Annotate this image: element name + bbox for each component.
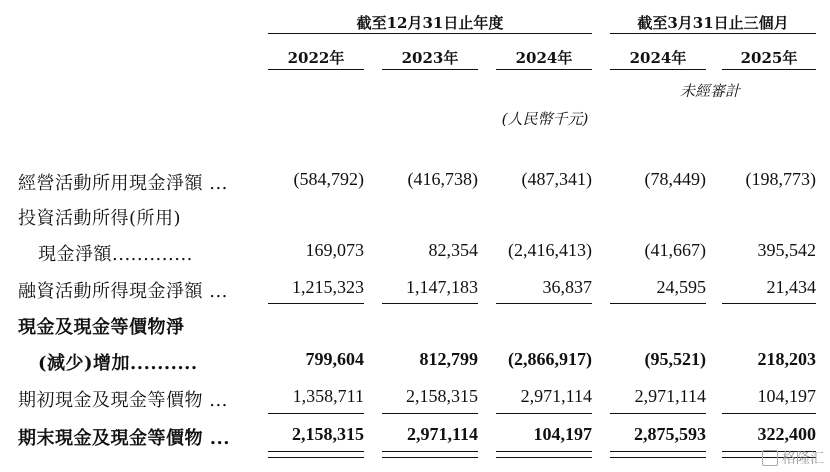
cell-financing-2024: 36,837	[542, 277, 592, 297]
header-fiscal-year-rule	[268, 33, 592, 34]
cell-opening-2025q: 104,197	[757, 386, 816, 406]
year-header-2024: 2024年	[515, 49, 573, 67]
watermark-text: 格隆汇	[782, 451, 824, 467]
row-opening-label: 期初現金及現金等價物 ...	[18, 390, 228, 411]
grand-total-double-rule-1	[268, 451, 364, 458]
cell-operating-2023: (416,738)	[407, 169, 478, 189]
cell-operating-2024: (487,341)	[521, 169, 592, 189]
year-header-2023: 2023年	[401, 49, 459, 67]
cell-operating-2024q: (78,449)	[644, 169, 706, 189]
cell-opening-2024: 2,971,114	[520, 386, 592, 406]
cell-net-change-2024: (2,866,917)	[508, 349, 592, 369]
cell-net-change-2022: 799,604	[305, 349, 364, 369]
year-header-2022: 2022年	[287, 49, 345, 67]
cell-net-change-2024q: (95,521)	[644, 349, 706, 369]
grand-total-double-rule-2	[382, 451, 478, 458]
year-rule-2	[382, 69, 478, 70]
row-net-change-label-1: 現金及現金等價物淨	[18, 317, 185, 338]
watermark-logo-icon	[762, 450, 778, 466]
cell-investing-2024q: (41,667)	[644, 240, 706, 260]
total-rule-4	[610, 413, 706, 414]
year-header-2025-q: 2025年	[740, 49, 798, 67]
grand-total-double-rule-3	[496, 451, 592, 458]
grand-total-double-rule-4	[610, 451, 706, 458]
cell-investing-2025q: 395,542	[757, 240, 816, 260]
row-investing-label-1: 投資活動所得(所用)	[18, 208, 182, 229]
cell-investing-2022: 169,073	[305, 240, 364, 260]
total-rule-1	[268, 413, 364, 414]
total-rule-3	[496, 413, 592, 414]
header-quarter-group: 截至3月31日止三個月	[637, 14, 789, 32]
cell-opening-2022: 1,358,711	[292, 386, 364, 406]
cell-closing-2024: 104,197	[533, 424, 592, 444]
row-investing-label-2: 現金淨額.............	[38, 244, 193, 265]
cell-closing-2024q: 2,875,593	[634, 424, 706, 444]
cell-financing-2025q: 21,434	[766, 277, 816, 297]
cell-closing-2023: 2,971,114	[406, 424, 478, 444]
cell-net-change-2025q: 218,203	[757, 349, 816, 369]
subtotal-rule-1	[268, 303, 364, 304]
year-rule-5	[722, 69, 816, 70]
year-rule-3	[496, 69, 592, 70]
cell-opening-2024q: 2,971,114	[634, 386, 706, 406]
total-rule-5	[722, 413, 816, 414]
subtotal-rule-2	[382, 303, 478, 304]
year-header-2024-q: 2024年	[629, 49, 687, 67]
cell-opening-2023: 2,158,315	[406, 386, 478, 406]
cell-investing-2024: (2,416,413)	[508, 240, 592, 260]
row-net-change-label-2: (減少)增加..........	[38, 353, 198, 374]
cell-financing-2022: 1,215,323	[292, 277, 364, 297]
cell-closing-2025q: 322,400	[757, 424, 816, 444]
subtotal-rule-5	[722, 303, 816, 304]
cell-financing-2024q: 24,595	[656, 277, 706, 297]
year-rule-4	[610, 69, 706, 70]
year-rule-1	[268, 69, 364, 70]
header-fiscal-year-group: 截至12月31日止年度	[356, 14, 504, 32]
row-financing-label: 融資活動所得現金淨額 ...	[18, 281, 228, 302]
cell-net-change-2023: 812,799	[419, 349, 478, 369]
cell-operating-2022: (584,792)	[293, 169, 364, 189]
watermark	[762, 448, 824, 468]
unaudited-note: 未經審計	[679, 82, 740, 100]
cell-operating-2025q: (198,773)	[745, 169, 816, 189]
header-quarter-rule	[610, 33, 816, 34]
cell-investing-2023: 82,354	[428, 240, 478, 260]
subtotal-rule-3	[496, 303, 592, 304]
subtotal-rule-4	[610, 303, 706, 304]
cell-closing-2022: 2,158,315	[292, 424, 364, 444]
total-rule-2	[382, 413, 478, 414]
currency-unit-note: (人民幣千元)	[501, 110, 589, 128]
row-operating-label: 經營活動所用現金淨額 ...	[18, 173, 228, 194]
row-closing-label: 期末現金及現金等價物 ...	[18, 428, 231, 449]
cell-financing-2023: 1,147,183	[406, 277, 478, 297]
